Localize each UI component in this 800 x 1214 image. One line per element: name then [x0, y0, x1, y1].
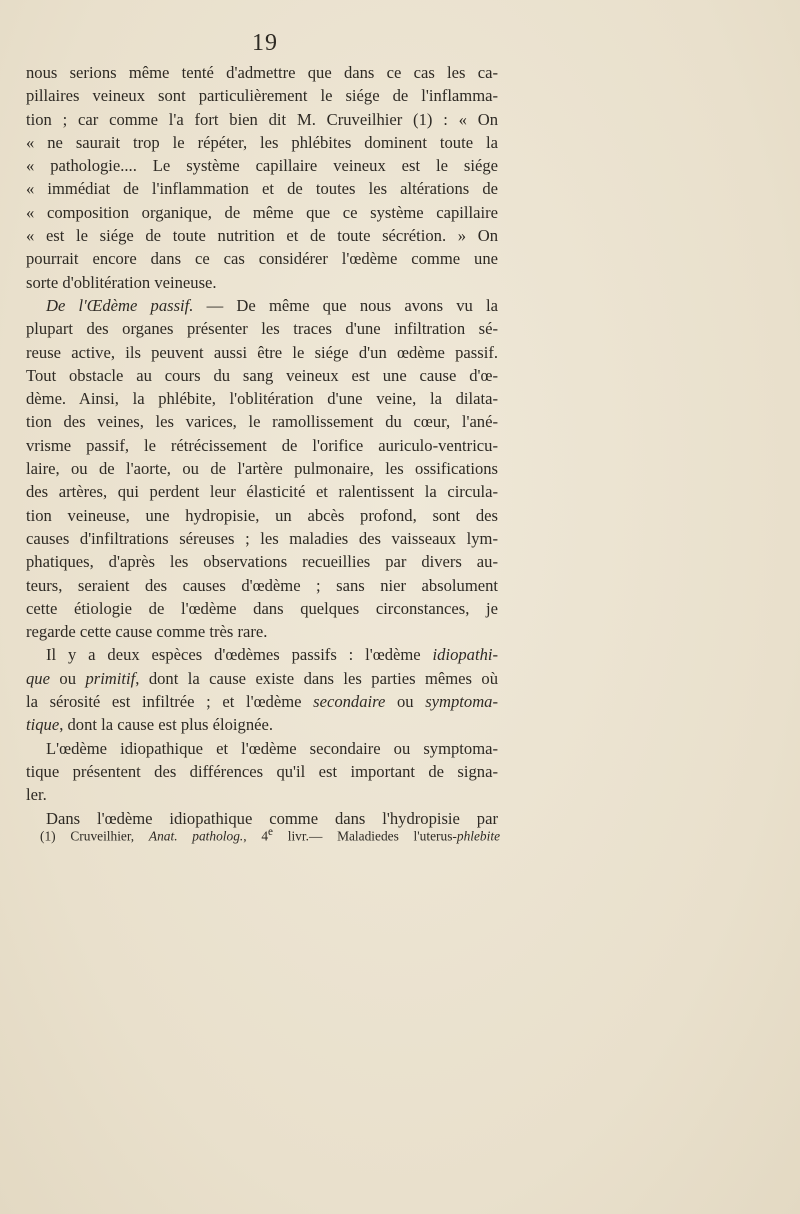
text-span: , dont la cause est plus éloignée.: [59, 715, 274, 735]
text-line: causes d'infiltrations séreuses ; les maladies des vaisseaux lym-: [26, 528, 498, 548]
text-line: regarde cette cause comme très rare.: [26, 622, 268, 642]
text-line: [26, 690, 498, 713]
text-line: reuse active, ils peuvent aussi être le siége d'un œdème passif.: [26, 342, 498, 362]
text-span: — De même que nous avons vu la: [193, 295, 498, 315]
text-line: « ne saurait trop le répéter, les phlébites dominent toute la: [26, 132, 498, 152]
footnote-text: , 4: [243, 828, 269, 844]
text-line: plupart des organes présenter les traces d'une infiltration sé-: [26, 319, 498, 339]
text-line: pourrait encore dans ce cas considérer l'œdème comme une: [26, 249, 498, 269]
footnote-text: (1) Cruveilhier,: [40, 828, 149, 844]
section-heading-line: [26, 294, 498, 317]
italic-term: symptoma-: [425, 692, 498, 712]
text-line: « composition organique, de même que ce système capillaire: [26, 202, 498, 222]
text-line: dème. Ainsi, la phlébite, l'oblitération d'une veine, la dilata-: [26, 389, 498, 409]
text-line: « immédiat de l'inflammation et de toutes les altérations de: [26, 179, 498, 199]
text-line: [26, 713, 498, 736]
italic-term: tique: [26, 715, 60, 735]
text-line: « pathologie.... Le système capillaire veineux est le siége: [26, 156, 498, 176]
text-line: sorte d'oblitération veineuse.: [26, 272, 217, 292]
footnote-superscript: e: [268, 826, 273, 838]
italic-term: primitif: [85, 668, 136, 688]
text-line: « est le siége de toute nutrition et de toute sécrétion. » On: [26, 226, 498, 246]
body-text: [26, 61, 498, 830]
text-line: ler.: [26, 785, 47, 805]
italic-term: secondaire: [313, 692, 386, 712]
section-heading: De l'Œdème passif.: [46, 295, 194, 315]
text-line: Dans l'œdème idiopathique comme dans l'hydropisie par: [46, 808, 498, 828]
text-line: tion ; car comme l'a fort bien dit M. Cruveilhier (1) : « On: [26, 109, 498, 129]
footnote-italic: phlebite: [456, 828, 501, 844]
text-line: des artères, qui perdent leur élasticité et ralentissent la circula-: [26, 482, 498, 502]
text-line: nous serions même tenté d'admettre que dans ce cas les ca-: [26, 63, 498, 82]
text-line: laire, ou de l'aorte, ou de l'artère pulmonaire, les ossifications: [26, 459, 498, 479]
text-line: L'œdème idiopathique et l'œdème secondaire ou symptoma-: [46, 738, 498, 758]
italic-term: idiopathi-: [432, 645, 498, 665]
text-line: [26, 667, 498, 690]
text-line: tique présentent des différences qu'il est important de signa-: [26, 761, 498, 781]
text-line: [26, 643, 498, 666]
text-line: Tout obstacle au cours du sang veineux est une cause d'œ-: [26, 365, 498, 385]
page-number: 19: [252, 30, 278, 56]
text-line: pillaires veineux sont particulièrement le siége de l'inflamma-: [26, 86, 498, 106]
text-line: vrisme passif, le rétrécissement de l'orifice auriculo-ventricu-: [26, 435, 498, 455]
italic-term: que: [26, 668, 50, 688]
text-span: ou: [49, 668, 86, 688]
text-line: tion des veines, les varices, le ramollissement du cœur, l'ané-: [26, 412, 498, 432]
text-line: cette étiologie de l'œdème dans quelques circonstances, je: [26, 598, 498, 618]
footnote: [40, 826, 500, 844]
footnote-italic: Anat. patholog.: [148, 828, 244, 844]
text-line: phatiques, d'après les observations recueillies par divers au-: [26, 552, 498, 572]
text-line: tion veineuse, une hydropisie, un abcès profond, sont des: [26, 505, 498, 525]
text-span: Il y a deux espèces d'œdèmes passifs : l'œdème: [46, 645, 433, 665]
text-span: , dont la cause existe dans les parties mêmes où: [135, 668, 498, 688]
text-span: la sérosité est infiltrée ; et l'œdème: [26, 692, 314, 712]
text-span: ou: [385, 692, 426, 712]
footnote-text: livr.— Maladiedes l'uterus-: [273, 828, 457, 844]
text-line: teurs, seraient des causes d'œdème ; sans nier absolument: [26, 575, 498, 595]
